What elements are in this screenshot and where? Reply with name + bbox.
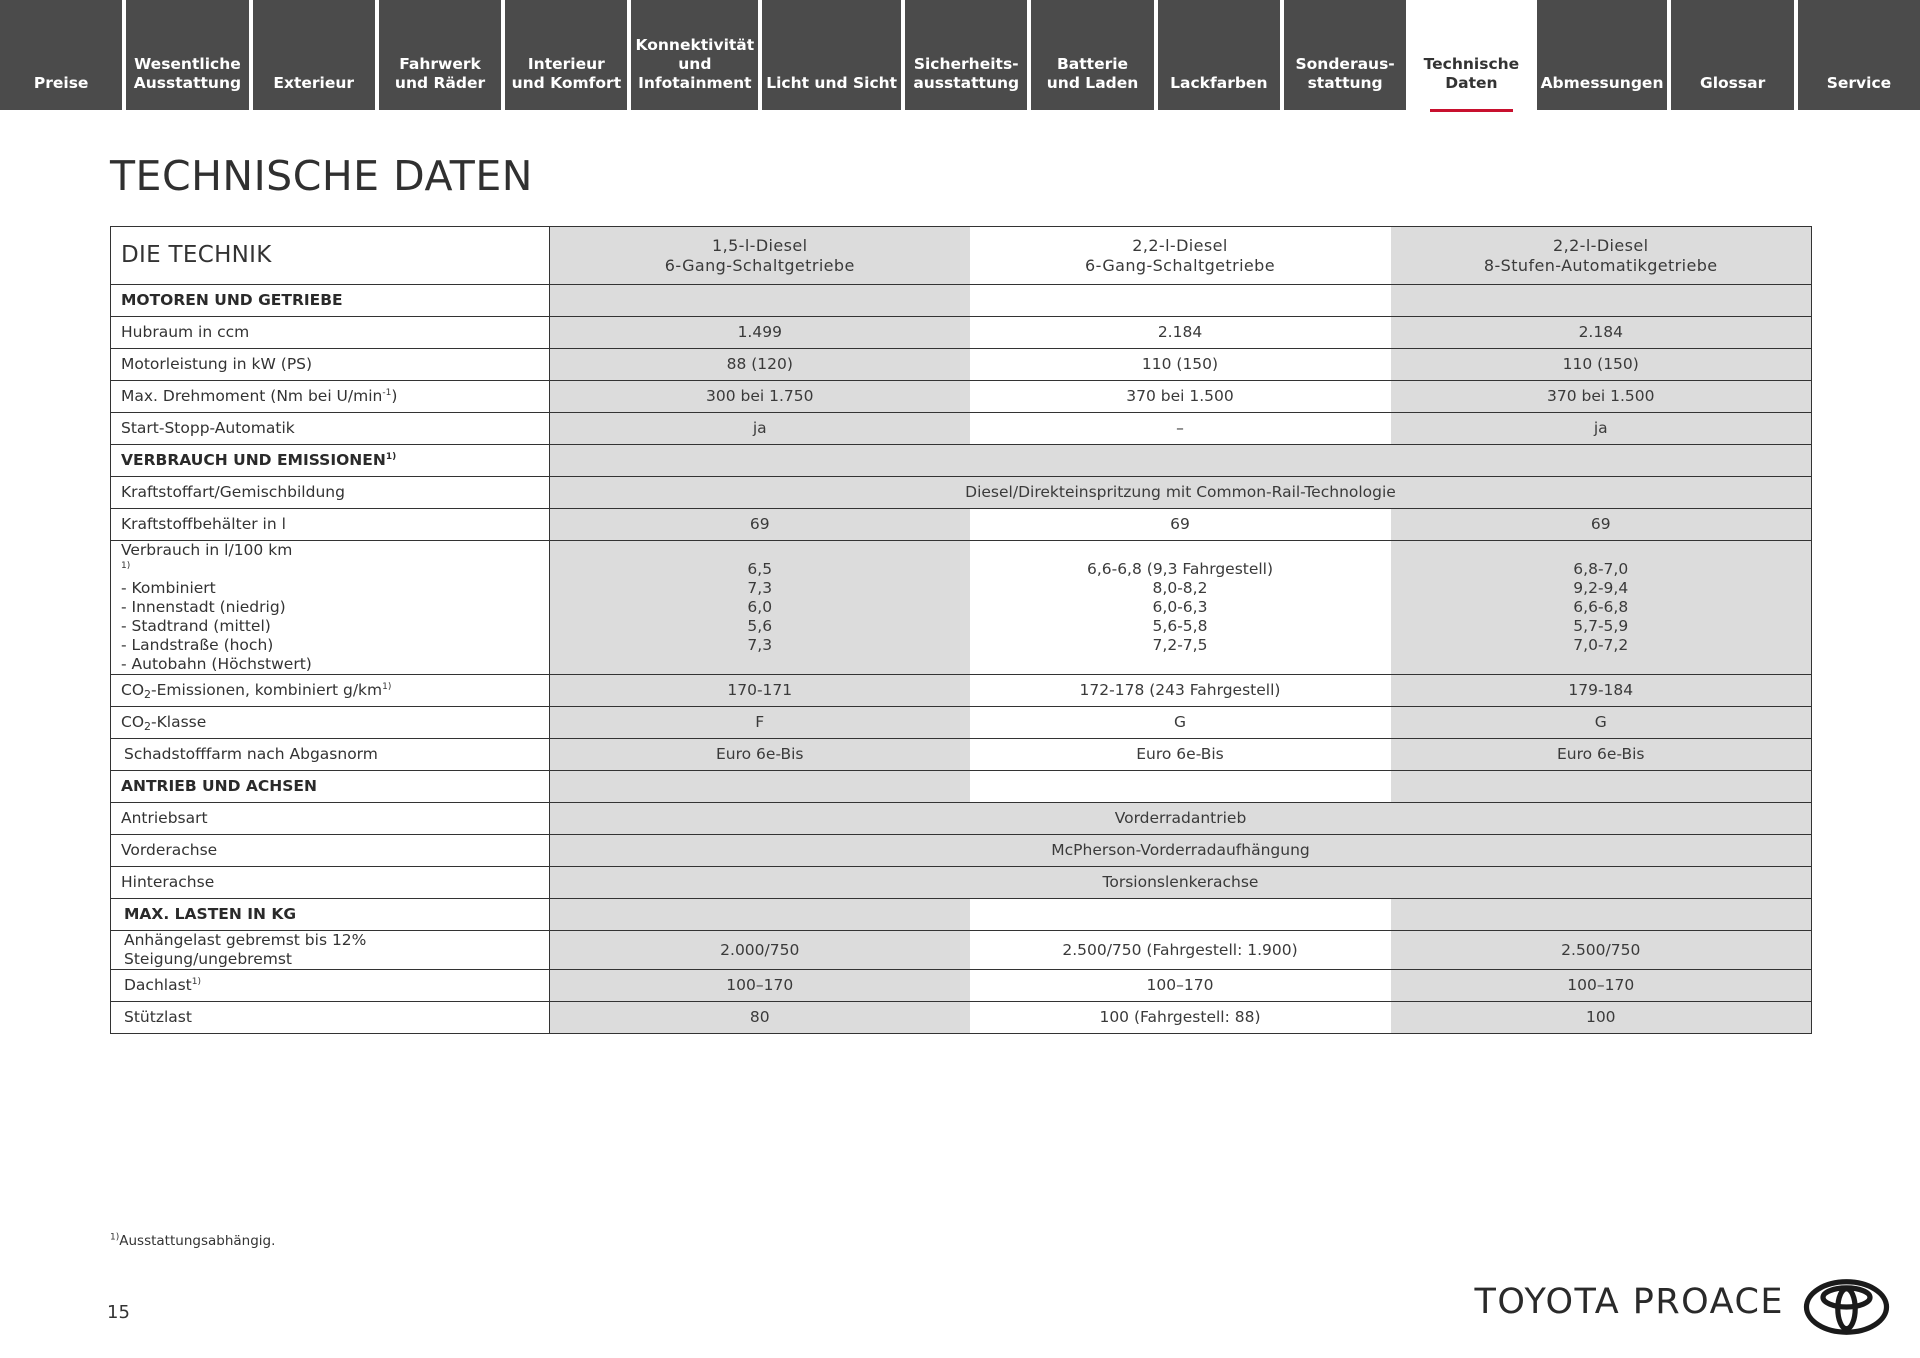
row-label: Kraftstoffart/Gemischbildung — [111, 477, 550, 509]
row-label: Antriebsart — [111, 803, 550, 835]
table-cell: 100–170 — [970, 970, 1391, 1002]
section-title — [111, 445, 550, 477]
tab-glossar[interactable] — [1671, 0, 1793, 110]
section-title: ANTRIEB UND ACHSEN — [111, 771, 550, 803]
table-row — [111, 541, 1812, 675]
table-cell: 172-178 (243 Fahrgestell) — [970, 675, 1391, 707]
row-label-text: -Emissionen, kombiniert g/km — [151, 681, 383, 699]
table-row — [111, 970, 1812, 1002]
tab-konnektivitaet-und-infotainment[interactable] — [631, 0, 758, 110]
tab-label: stattung — [1307, 74, 1383, 92]
tab-label: Technische — [1423, 55, 1520, 73]
empty-cell — [970, 771, 1391, 803]
row-label: Anhängelast gebremst bis 12% Steigung/ungebremst — [111, 931, 550, 970]
table-cell: 100 (Fahrgestell: 88) — [970, 1002, 1391, 1034]
empty-cell — [550, 445, 1812, 477]
top-navigation — [0, 0, 1920, 112]
footnote-marker: 1) — [110, 1232, 120, 1243]
table-cell: 100 — [1391, 1002, 1812, 1034]
empty-cell — [550, 285, 970, 317]
table-cell — [550, 541, 970, 675]
row-label — [111, 707, 550, 739]
row-label — [111, 970, 550, 1002]
table-row — [111, 675, 1812, 707]
table-row — [111, 707, 1812, 739]
row-label: Hinterachse — [111, 867, 550, 899]
column-gearbox: 8-Stufen-Automatikgetriebe — [1483, 255, 1718, 275]
table-header-row — [111, 227, 1812, 285]
tab-lackfarben[interactable] — [1158, 0, 1280, 110]
table-cell: 2.500/750 — [1391, 931, 1812, 970]
column-header — [1391, 227, 1812, 285]
cell-line: 7,0-7,2 — [1573, 636, 1629, 654]
table-cell: 2.184 — [970, 317, 1391, 349]
column-header — [550, 227, 970, 285]
table-cell: Diesel/Direkteinspritzung mit Common-Rail-Technologie — [550, 477, 1812, 509]
tab-label: Wesentliche — [134, 55, 241, 73]
section-title: MOTOREN UND GETRIEBE — [111, 285, 550, 317]
empty-cell — [550, 771, 970, 803]
tab-preise[interactable] — [0, 0, 122, 110]
cell-line: 7,3 — [747, 579, 773, 597]
row-label-text: -Klasse — [151, 713, 207, 731]
tab-label: und Räder — [394, 74, 486, 92]
footnote-ref: 1) — [385, 451, 397, 462]
tab-service[interactable] — [1798, 0, 1920, 110]
tab-sicherheitsausstattung[interactable] — [905, 0, 1027, 110]
cell-line: 6,6-6,8 — [1573, 598, 1629, 616]
tab-label: Preise — [33, 74, 89, 92]
superscript: -1 — [382, 387, 392, 398]
table-row — [111, 413, 1812, 445]
row-sublabel: - Innenstadt (niedrig) — [121, 598, 286, 616]
tab-batterie-und-laden[interactable] — [1031, 0, 1153, 110]
tab-label: Batterie — [1056, 55, 1129, 73]
table-cell: – — [970, 413, 1391, 445]
table-row — [111, 803, 1812, 835]
table-cell: 69 — [970, 509, 1391, 541]
table-cell: 2.500/750 (Fahrgestell: 1.900) — [970, 931, 1391, 970]
table-row — [111, 349, 1812, 381]
table-cell: G — [970, 707, 1391, 739]
row-label — [111, 675, 550, 707]
empty-cell — [970, 899, 1391, 931]
row-sublabel: - Autobahn (Höchstwert) — [121, 655, 312, 673]
tab-label: und Laden — [1046, 74, 1139, 92]
tab-label: Interieur — [527, 55, 605, 73]
empty-cell — [1391, 285, 1812, 317]
table-cell: 80 — [550, 1002, 970, 1034]
spec-table — [110, 226, 1812, 1034]
empty-cell — [550, 899, 970, 931]
cell-line: 5,6-5,8 — [1152, 617, 1208, 635]
column-gearbox: 6-Gang-Schaltgetriebe — [664, 255, 855, 275]
row-sublabel: - Kombiniert — [121, 579, 216, 597]
tab-label: Lackfarben — [1170, 74, 1268, 92]
cell-line: 7,3 — [747, 636, 773, 654]
table-row — [111, 509, 1812, 541]
table-cell: 179-184 — [1391, 675, 1812, 707]
table-row — [111, 931, 1812, 970]
footnote-ref: 1) — [382, 681, 392, 692]
cell-line: 8,0-8,2 — [1152, 579, 1208, 597]
table-cell: G — [1391, 707, 1812, 739]
tab-label: Konnektivität — [635, 36, 755, 54]
tab-interieur-und-komfort[interactable] — [505, 0, 627, 110]
column-gearbox: 6-Gang-Schaltgetriebe — [1085, 255, 1275, 275]
toyota-logo-icon — [1803, 1279, 1890, 1335]
table-row — [111, 867, 1812, 899]
table-cell: Vorderradantrieb — [550, 803, 1812, 835]
row-label-text: CO — [121, 681, 145, 699]
table-cell: McPherson-Vorderradaufhängung — [550, 835, 1812, 867]
cell-line: 7,2-7,5 — [1152, 636, 1208, 654]
table-cell: 100–170 — [1391, 970, 1812, 1002]
table-cell: Euro 6e-Bis — [550, 739, 970, 771]
page-title: TECHNISCHE DATEN — [110, 152, 533, 200]
section-title: MAX. LASTEN IN KG — [111, 899, 550, 931]
tab-label: Glossar — [1700, 74, 1766, 92]
table-cell: 2.184 — [1391, 317, 1812, 349]
brand-name: TOYOTA PROACE — [1474, 1282, 1784, 1322]
column-engine: 1,5-l-Diesel — [712, 235, 808, 255]
tab-label: Service — [1826, 74, 1892, 92]
row-label-text: Verbrauch in l/100 km — [121, 541, 293, 559]
row-sublabel: - Landstraße (hoch) — [121, 636, 274, 654]
cell-line: 6,5 — [747, 560, 773, 578]
page-number: 15 — [107, 1302, 130, 1323]
cell-line: 6,0-6,3 — [1152, 598, 1208, 616]
cell-line: 6,8-7,0 — [1573, 560, 1629, 578]
table-cell: Torsionslenkerachse — [550, 867, 1812, 899]
tab-label: Fahrwerk — [399, 55, 481, 73]
empty-cell — [1391, 899, 1812, 931]
tab-label: Licht und Sicht — [766, 74, 898, 92]
row-label: Stützlast — [111, 1002, 550, 1034]
tab-label: Sicherheits- — [913, 55, 1019, 73]
row-label: Motorleistung in kW (PS) — [111, 349, 550, 381]
tab-exterieur[interactable] — [253, 0, 375, 110]
tab-label: und Komfort — [511, 74, 622, 92]
cell-line: 5,6 — [747, 617, 773, 635]
row-label: Vorderachse — [111, 835, 550, 867]
table-cell: 300 bei 1.750 — [550, 381, 970, 413]
tab-label: Exterieur — [273, 74, 355, 92]
table-cell — [1391, 541, 1812, 675]
tab-label: Daten — [1445, 74, 1498, 92]
tab-label: Sonderaus- — [1295, 55, 1395, 73]
tab-label: Abmessungen — [1540, 74, 1664, 92]
row-label: Start-Stopp-Automatik — [111, 413, 550, 445]
table-cell: 69 — [1391, 509, 1812, 541]
table-row — [111, 477, 1812, 509]
tab-label: Infotainment — [638, 74, 752, 92]
table-cell: 370 bei 1.500 — [1391, 381, 1812, 413]
column-engine: 2,2-l-Diesel — [1553, 235, 1649, 255]
section-row — [111, 285, 1812, 317]
section-row — [111, 899, 1812, 931]
column-header — [970, 227, 1391, 285]
table-row — [111, 739, 1812, 771]
row-sublabel: - Stadtrand (mittel) — [121, 617, 271, 635]
table-cell: 1.499 — [550, 317, 970, 349]
tab-label: ausstattung — [913, 74, 1020, 92]
tab-technische-daten[interactable] — [1410, 0, 1532, 110]
table-cell: ja — [1391, 413, 1812, 445]
table-cell: 2.000/750 — [550, 931, 970, 970]
empty-cell — [1391, 771, 1812, 803]
tab-licht-und-sicht[interactable] — [762, 0, 901, 110]
cell-line: 6,0 — [747, 598, 773, 616]
section-row — [111, 445, 1812, 477]
row-label — [111, 381, 550, 413]
footnote — [110, 1233, 275, 1249]
row-label-end: ) — [391, 387, 398, 405]
row-label: Kraftstoffbehälter in l — [111, 509, 550, 541]
table-row — [111, 381, 1812, 413]
footnote-text: Ausstattungsabhängig. — [119, 1233, 276, 1249]
table-heading: DIE TECHNIK — [111, 227, 550, 285]
row-label-text: Max. Drehmoment (Nm bei U/min — [121, 387, 383, 405]
tab-label: Ausstattung — [133, 74, 242, 92]
table-cell: F — [550, 707, 970, 739]
table-cell: 170-171 — [550, 675, 970, 707]
table-cell: 69 — [550, 509, 970, 541]
empty-cell — [970, 285, 1391, 317]
table-cell: 100–170 — [550, 970, 970, 1002]
section-title-text: VERBRAUCH UND EMISSIONEN — [121, 451, 386, 469]
table-cell: 110 (150) — [970, 349, 1391, 381]
subscript: 2 — [144, 720, 152, 733]
tab-label: und — [678, 55, 712, 73]
row-label — [111, 541, 550, 675]
row-label-text: CO — [121, 713, 145, 731]
table-row — [111, 1002, 1812, 1034]
column-engine: 2,2-l-Diesel — [1132, 235, 1228, 255]
table-cell: ja — [550, 413, 970, 445]
cell-line: 9,2-9,4 — [1573, 579, 1629, 597]
tab-fahrwerk-und-raeder[interactable] — [379, 0, 501, 110]
subscript: 2 — [144, 688, 152, 701]
tab-wesentliche-ausstattung[interactable] — [126, 0, 248, 110]
table-cell: 88 (120) — [550, 349, 970, 381]
tab-abmessungen[interactable] — [1537, 0, 1668, 110]
table-row — [111, 317, 1812, 349]
footnote-ref: 1) — [191, 976, 201, 987]
row-label: Hubraum in ccm — [111, 317, 550, 349]
table-row — [111, 835, 1812, 867]
footnote-ref: 1) — [121, 560, 131, 571]
row-label-text: Dachlast — [124, 976, 192, 994]
table-cell: Euro 6e-Bis — [1391, 739, 1812, 771]
table-cell: Euro 6e-Bis — [970, 739, 1391, 771]
table-cell: 370 bei 1.500 — [970, 381, 1391, 413]
tab-sonderausstattung[interactable] — [1284, 0, 1406, 110]
table-cell: 110 (150) — [1391, 349, 1812, 381]
section-row — [111, 771, 1812, 803]
row-label-main — [121, 541, 539, 579]
cell-line: 5,7-5,9 — [1573, 617, 1629, 635]
row-label: Schadstofffarm nach Abgasnorm — [111, 739, 550, 771]
cell-line: 6,6-6,8 (9,3 Fahrgestell) — [1086, 560, 1274, 578]
table-cell — [970, 541, 1391, 675]
